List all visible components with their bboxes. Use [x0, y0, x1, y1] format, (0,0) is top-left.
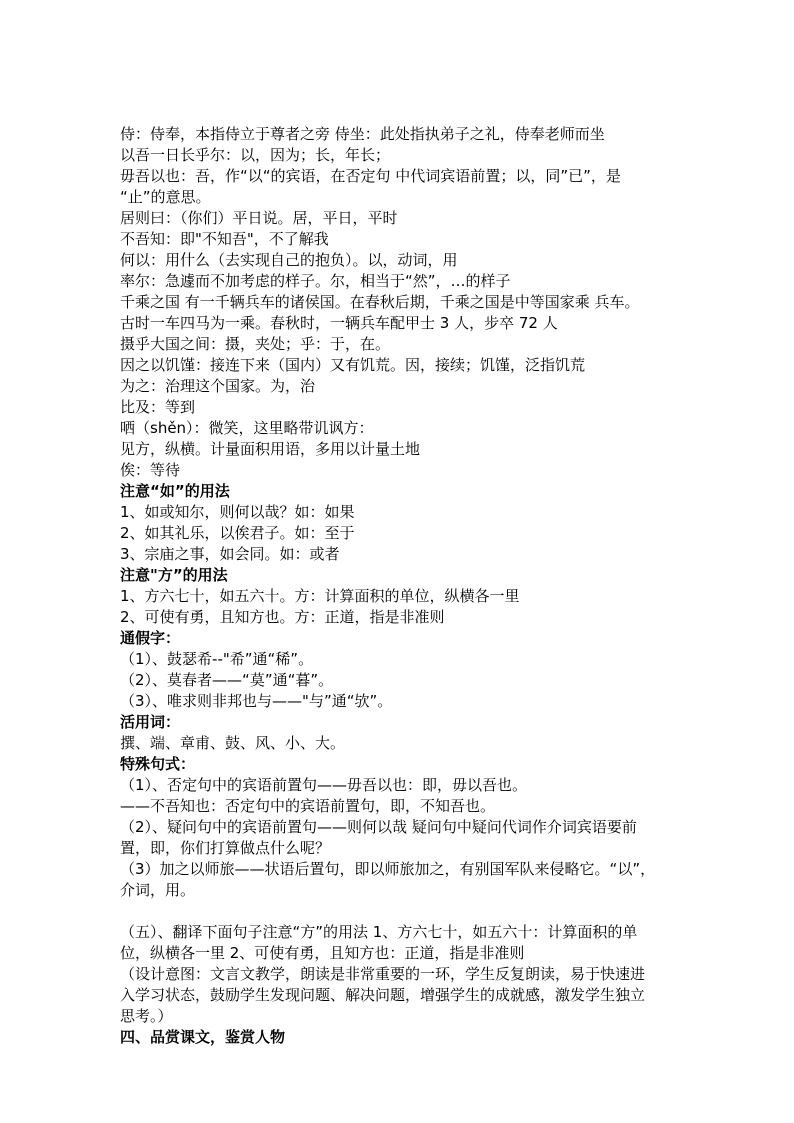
text-line: （1）、鼓瑟希--"希”通“稀”。 — [120, 650, 314, 668]
text-line: 因之以饥馑：接连下来（国内）又有饥荒。因，接续；饥馑，泛指饥荒 — [120, 356, 586, 374]
text-line: （1）、否定句中的宾语前置句——毋吾以也：即，毋以吾也。 — [120, 776, 528, 794]
text-line: 以吾一日长乎尔：以，因为；长，年长； — [120, 146, 391, 164]
text-line: 3、宗庙之事，如会同。如：或者 — [120, 545, 340, 563]
text-line: 置，即，你们打算做点什么呢？ — [120, 839, 331, 857]
section-heading: 通假字： — [120, 629, 181, 647]
text-line: 位，纵横各一里 2、可使有勇，且知方也：正道，指是非准则 — [120, 944, 525, 962]
text-line: 率尔：急遽而不加考虑的样子。尔，相当于“然”，…的样子 — [120, 272, 511, 290]
section-heading: 注意“如”的用法 — [120, 482, 230, 500]
text-line: 哂（shěn）：微笑，这里略带讥讽方： — [120, 419, 374, 437]
text-line: （2）、莫春者——“莫”通“暮”。 — [120, 671, 334, 689]
text-line: 侍：侍奉，本指侍立于尊者之旁 侍坐：此处指执弟子之礼，侍奉老师而坐 — [120, 125, 605, 143]
section-heading: 活用词： — [120, 713, 181, 731]
text-line: 思考。） — [120, 1007, 173, 1025]
section-heading: 四、品赏课文，鉴赏人物 — [120, 1028, 286, 1046]
text-line: 不吾知：即"不知吾"，不了解我 — [120, 230, 329, 248]
text-line: 毋吾以也：吾，作“以“的宾语，在否定句 中代词宾语前置；以，同”已”，是 — [120, 167, 621, 185]
text-line: 入学习状态，鼓励学生发现问题、解决问题，增强学生的成就感，激发学生独立 — [120, 986, 646, 1004]
text-line: （设计意图：文言文教学，朗读是非常重要的一环，学生反复朗读，易于快速进 — [120, 965, 646, 983]
text-line: （3）、唯求则非邦也与——"与”通“欤”。 — [120, 692, 393, 710]
text-line: 比及：等到 — [120, 398, 196, 416]
section-heading: 特殊句式： — [120, 755, 196, 773]
text-line: （五）、翻译下面句子注意“方”的用法 1、方六七十，如五六十：计算面积的单 — [120, 923, 638, 941]
text-line: 为之：治理这个国家。为，治 — [120, 377, 316, 395]
text-line: 1、方六七十，如五六十。方：计算面积的单位，纵横各一里 — [120, 587, 520, 605]
text-line: ——不吾知也：否定句中的宾语前置句，即，不知吾也。 — [120, 797, 496, 815]
text-line: 摄乎大国之间：摄，夹处；乎：于，在。 — [120, 335, 391, 353]
text-line: （2）、疑问句中的宾语前置句——则何以哉 疑问句中疑问代词作介词宾语要前 — [120, 818, 637, 836]
text-line: 见方，纵横。计量面积用语，多用以计量土地 — [120, 440, 421, 458]
text-line: 何以：用什么（去实现自己的抱负）。以，动词，用 — [120, 251, 458, 269]
text-line: 古时一车四马为一乘。春秋时，一辆兵车配甲士 3 人，步卒 72 人 — [120, 314, 558, 332]
section-heading: 注意"方”的用法 — [120, 566, 228, 584]
text-line: 撰、端、章甫、鼓、风、小、大。 — [120, 734, 346, 752]
text-line: 千乘之国 有一千辆兵车的诸侯国。在春秋后期，千乘之国是中等国家乘 兵车。 — [120, 293, 640, 311]
text-line: 2、可使有勇，且知方也。方：正道，指是非准则 — [120, 608, 445, 626]
text-line: （3）加之以师旅——状语后置句，即以师旅加之，有别国军队来侵略它。“以”， — [120, 860, 656, 878]
blank-line — [120, 901, 690, 922]
text-line: “止”的意思。 — [120, 188, 211, 206]
text-line: 1、如或知尔，则何以哉？如：如果 — [120, 503, 355, 521]
text-line: 俟：等待 — [120, 461, 181, 479]
text-line: 居则曰：（你们）平日说。居，平日，平时 — [120, 209, 398, 227]
text-line: 2、如其礼乐，以俟君子。如：至于 — [120, 524, 355, 542]
text-line: 介词，用。 — [120, 881, 196, 899]
document-page — [120, 124, 690, 1048]
